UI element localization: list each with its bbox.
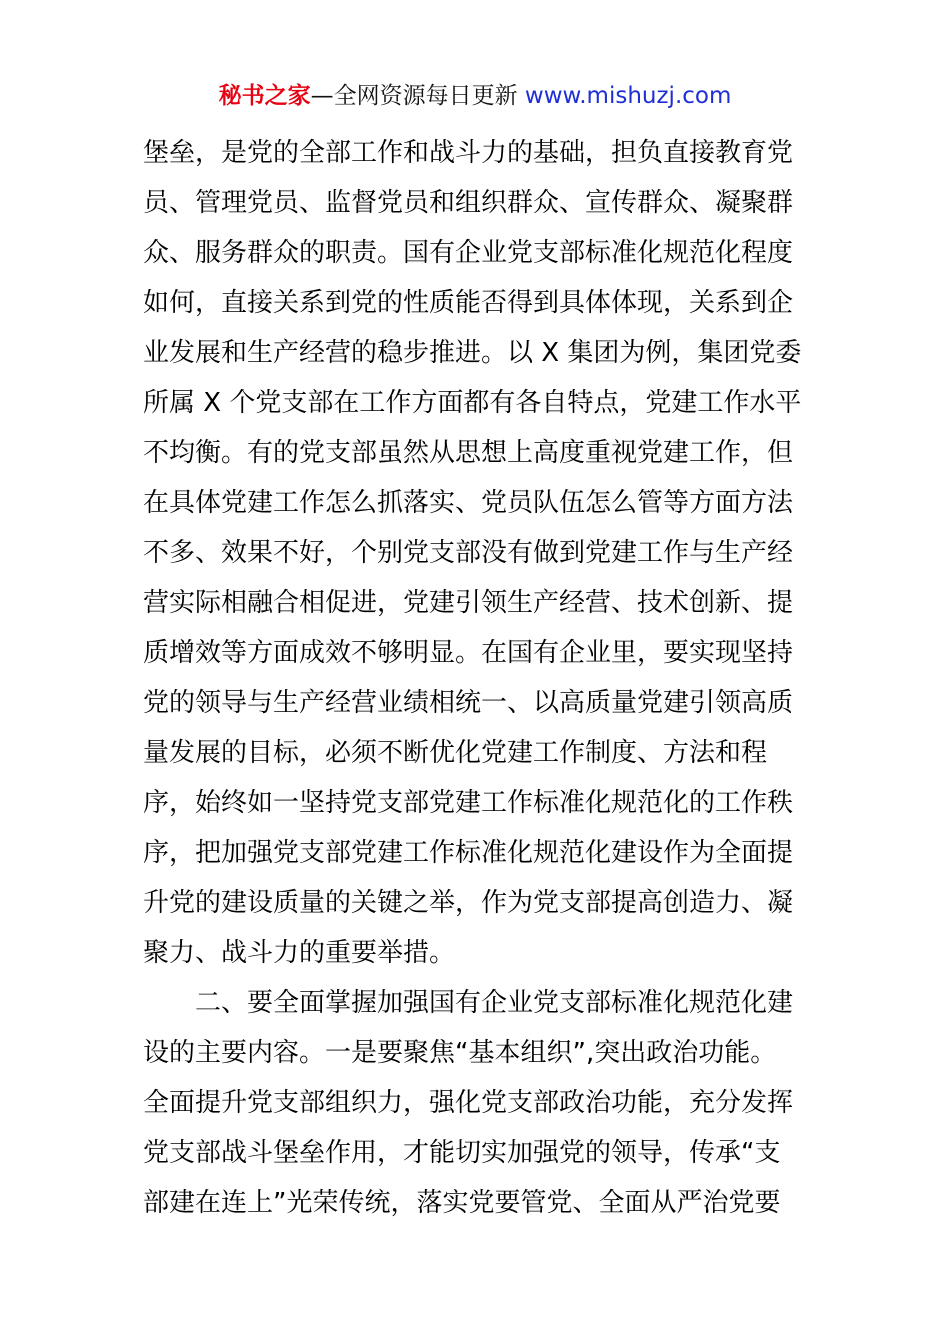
paragraph-line: 二、要全面掌握加强国有企业党支部标准化规范化建	[195, 988, 794, 1018]
paragraph-1	[143, 128, 813, 978]
paragraph-line: 设的主要内容。一是要聚焦“基本组织”,突出政治功能。	[143, 1038, 777, 1068]
paragraph-line: 升党的建设质量的关键之举，作为党支部提高创造力、凝	[143, 888, 794, 918]
paragraph-line: 质增效等方面成效不够明显。在国有企业里，要实现坚持	[143, 638, 794, 668]
site-header	[0, 80, 950, 112]
paragraph-line: 全面提升党支部组织力，强化党支部政治功能，充分发挥	[143, 1088, 794, 1118]
site-url-link[interactable]: www.mishuzj.com	[524, 83, 732, 109]
paragraph-line: 营实际相融合相促进，党建引领生产经营、技术创新、提	[143, 588, 794, 618]
paragraph-line: 堡垒，是党的全部工作和战斗力的基础，担负直接教育党	[143, 138, 794, 168]
paragraph-line: 不均衡。有的党支部虽然从思想上高度重视党建工作，但	[143, 438, 794, 468]
paragraph-line: 如何，直接关系到党的性质能否得到具体体现，关系到企	[143, 288, 794, 318]
paragraph-line: 序，把加强党支部党建工作标准化规范化建设作为全面提	[143, 838, 794, 868]
paragraph-line: 业发展和生产经营的稳步推进。以 X 集团为例，集团党委	[143, 338, 802, 368]
paragraph-line: 不多、效果不好，个别党支部没有做到党建工作与生产经	[143, 538, 794, 568]
paragraph-line: 聚力、战斗力的重要举措。	[143, 938, 456, 968]
paragraph-line: 党支部战斗堡垒作用，才能切实加强党的领导，传承“支	[143, 1138, 781, 1168]
paragraph-line: 员、管理党员、监督党员和组织群众、宣传群众、凝聚群	[143, 188, 794, 218]
paragraph-line: 所属 X 个党支部在工作方面都有各自特点，党建工作水平	[143, 388, 802, 418]
document-body	[143, 128, 813, 1228]
paragraph-line: 党的领导与生产经营业绩相统一、以高质量党建引领高质	[143, 688, 794, 718]
paragraph-line: 序，始终如一坚持党支部党建工作标准化规范化的工作秩	[143, 788, 794, 818]
paragraph-line: 众、服务群众的职责。国有企业党支部标准化规范化程度	[143, 238, 794, 268]
site-tagline: —全网资源每日更新	[310, 83, 525, 109]
paragraph-line: 在具体党建工作怎么抓落实、党员队伍怎么管等方面方法	[143, 488, 794, 518]
paragraph-line: 部建在连上”光荣传统，落实党要管党、全面从严治党要	[143, 1188, 781, 1218]
site-brand: 秘书之家	[218, 83, 311, 109]
paragraph-2	[143, 978, 813, 1228]
paragraph-line: 量发展的目标，必须不断优化党建工作制度、方法和程	[143, 738, 768, 768]
